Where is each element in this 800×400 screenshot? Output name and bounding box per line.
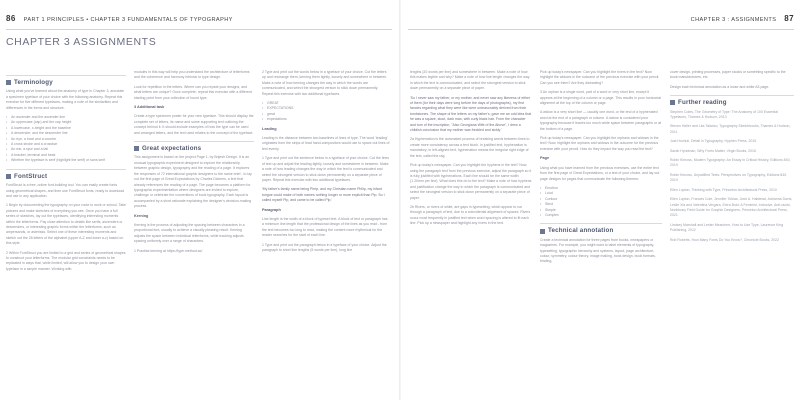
subheading: Paragraph bbox=[262, 207, 281, 212]
paragraph: Pick up today's newspaper. Can you highlight the orphans and widows in the text? Now, highlight the orphans and widows in the outcome for the previous exercise with your pencil. How do they impact the way you read the text? bbox=[540, 136, 659, 151]
reference: Sarah Hyndman, Why Fonts Matter, Virgin Books, 2016 bbox=[670, 148, 756, 153]
paragraph: 3 An orphan is a single word, part of a word or very short line, except it appears at the beginning of a column or a page. This results in poor horizontal alignment at the top of the column or page. bbox=[540, 90, 661, 106]
list-item: • An eye, a bowl and a counter bbox=[6, 137, 126, 142]
paragraph: FontStruct is a free, online font-building tool. You can easily create fonts using geometrical shapes, and then use FontStruct fonts, ready to download and use in any application. bbox=[6, 183, 125, 198]
list-item: • Contour bbox=[540, 197, 662, 202]
subheading: Leading bbox=[262, 126, 277, 131]
column-4 bbox=[410, 70, 532, 396]
right-page-number: 87 bbox=[784, 14, 794, 23]
column-6 bbox=[670, 70, 794, 396]
paragraph: Look for repetition in the letters. Where can you repeat your designs, and what letters are unique? Once complete, repeat this exercise with a different starting point from your collection of found type. bbox=[134, 84, 252, 100]
right-header-rule bbox=[408, 29, 794, 30]
paragraph: 2 Type and print out the words below in a typeface of your choice. Cut the letters up and rearrange them, kerning them tightly, loosely and somewhere in between. Make a note of how kerning changes the way in which the words are communicated, and select the strongest version to stick down permanently. Repeat this exercise with two additional typefaces. bbox=[262, 70, 388, 96]
right-running-head: CHAPTER 3 : ASSIGNMENTS bbox=[690, 17, 777, 23]
paragraph: cover design, printing processes, paper stocks or something specific to the book manufacturers, etc. bbox=[670, 70, 786, 80]
paragraph: Line length is the width of a block of typeset text. A block of text or paragraph has a minimum line length that the professional design of the lines as you read - from the text becomes too long to read, making the content more rhythmical for the reader searches for the start of each line. bbox=[262, 216, 388, 238]
section-terminology bbox=[6, 75, 126, 85]
paragraph: 1 Practise kerning at https://type.method.ac/ bbox=[134, 248, 203, 253]
list-item: • A lowercase, x-height and the baseline bbox=[6, 126, 126, 131]
left-page-header bbox=[6, 14, 239, 26]
quote: 'My father's family name being Pirrip, and my Christian name Philip, my infant tongue could make of both names nothing longer or more explicit than Pip. So I called myself Pip, and came to be called Pip.' bbox=[262, 187, 385, 203]
reference: Stephen Coles, The Geometry of Type: The Anatomy of 100 Essential Typefaces, Thames & Hudson, 2013 bbox=[670, 109, 778, 120]
paragraph: 2b Rivers, or rivers of white, are gaps in typesetting, which appear to run through a paragraph of text, due to a coincidental alignment of spaces. Rivers occur most frequently in justified text when word spacing is altered to fit each line. Pick up a newspaper and highlight any rivers in the text. bbox=[410, 204, 531, 226]
list-item: • great bbox=[262, 112, 390, 117]
right-page-header bbox=[685, 14, 794, 26]
paragraph: 1 Begin by documenting the typography on your route to work or school. Take pictures and make sketches of everything you see. Once you have a full series of sketches, lay out the typefaces, identifying interesting moments within the letterforms. Pay close attention to details like serifs, ascenders or descenders, or interesting graphic forms within the letterforms, such as ampersands, or asterisks. Select one of these interesting moments and sketch out the 26 letters of the alphabet (upper A-Z and lower a-z) based on this style. bbox=[6, 203, 126, 246]
chapter-title: CHAPTER 3 ASSIGNMENTS bbox=[6, 36, 157, 48]
section-marker-icon bbox=[6, 80, 11, 85]
section-heading: Technical annotation bbox=[548, 227, 614, 235]
subheading: Page bbox=[540, 156, 550, 161]
paragraph: modules in this way will help you understand the architecture of letterforms and the coherence and harmony intrinsic to type design. bbox=[134, 70, 250, 80]
section-heading: FontStruct bbox=[14, 172, 48, 180]
list-item: • An ear, a spur and a tail bbox=[6, 147, 126, 152]
subheading: Kerning bbox=[134, 213, 149, 218]
list-item: • Loud bbox=[540, 191, 662, 196]
quote: 'So I never saw my father, or my mother, and never saw any likeness of either of them (for their days were long before the days of photographs), my first fancies regarding what they were like were unreasonably derived from their tombstones. The shape of the letters on my father's, gave me an odd idea that he was a square, stout, dark man, with curly black hair. From the character and turn of the inscription, "Also Georgiana Wife of the Above", I drew a childish conclusion that my mother was freckled and sickly.' bbox=[410, 95, 532, 133]
column-5 bbox=[540, 70, 662, 396]
paragraph: This assignment is based on the project Page 1, by Brijesh Design. It is an unusual typographic experiment designed to explore the relationship between graphic design, typography and the reading of a page. It explores the responses of 72 international graphic designers to the same brief - to lay out the first page of Great Expectations by Charles Dickens, a text that already references the reading of a page. The page becomes a platform for typographic experimentation where designers are invited to explore, challenge or celebrate the conventions of book typography. Each layout is accompanied by a short rationale explaining the designer's decision-making process. bbox=[134, 155, 252, 209]
section-marker-icon bbox=[6, 174, 11, 179]
paragraph: Leading is the distance between two baselines of lines of type. The word 'leading' originates from the strips of lead hand-compositors would use to space out lines of text evenly. bbox=[262, 136, 390, 151]
section-marker-icon bbox=[670, 100, 675, 105]
reference: Robin Kinross, Modern Typography: An Essay in Critical History, Editions 840, 2019 bbox=[670, 158, 791, 168]
section-further-reading bbox=[670, 95, 794, 105]
reference: Ellen Lupton, Thinking with Type, Princeton Architectural Press, 2010 bbox=[670, 187, 777, 192]
list-item: • A descender, and the descender line bbox=[6, 131, 126, 136]
paragraph: Create a type specimen poster for your new typeface. This should display the complete set of letters, its name and some supporting text outlining the concept behind it. It should include examples of how the type can be used and arranged letters, and the text used relates to the concept of the typeface. bbox=[134, 114, 254, 135]
paragraph: 2 Within FontStruct you are limited to a grid and series of geometrical shapes to construct your letterforms. The modular grid constraints needs to be replicated in ways that, while limited, will allow you to design your own typeface in a simple manner. Working with bbox=[6, 250, 126, 271]
word-list bbox=[262, 101, 390, 123]
list-item: • Whether the typeface is serif (highlight the serif) or sans serif bbox=[6, 158, 126, 163]
list-item: • Strict bbox=[540, 202, 662, 207]
paragraph: Design each technical annotation as a loose and white A3 page. bbox=[670, 84, 770, 89]
reference: Steven Heller and Lita Talarico, Typography Sketchbooks, Thames & Hudson, 2011 bbox=[670, 124, 791, 134]
theme-list bbox=[540, 186, 662, 218]
list-item: • Simple bbox=[540, 208, 662, 213]
section-technical-annotation bbox=[540, 223, 662, 233]
left-page-number: 86 bbox=[6, 14, 16, 23]
list-item: • An uppercase (cap) and the cap height bbox=[6, 120, 126, 125]
reference: Lindsey Marshall and Lester Meachem, How to Use Type, Laurence King Publishing, 2012 bbox=[670, 222, 784, 233]
subheading: 3 Additional task bbox=[134, 105, 165, 110]
anatomy-list bbox=[6, 115, 126, 164]
paragraph: Create a technical annotation for three pages from books, newspapers or magazines. For example, you might want to label elements of typography, typesetting, typographic hierarchy and systems, layout, page architecture, colour, symmetry, colour theory, image making, book design, book formats, binding, bbox=[540, 237, 656, 264]
column-2 bbox=[134, 70, 254, 396]
section-marker-icon bbox=[540, 229, 545, 234]
list-item: • Complex bbox=[540, 213, 662, 218]
list-item: • EXPECTATIONS bbox=[262, 106, 390, 111]
reference: Jost Hochuli, Detail in Typography, Hyphen Press, 2015 bbox=[670, 139, 757, 144]
paragraph: 2a Hyphenation is the automated process of breaking words between lines to create more consistency across a text block. In justified text, hyphenation is mandatory; in left-aligned text, hyphenation means the irregular right edge of the text, called the rag. bbox=[410, 137, 530, 158]
section-heading: Terminology bbox=[14, 79, 53, 86]
paragraph: 1 Type and print out the paragraph below in a typeface of your choice. Adjust the paragraph to short line lengths (5 words per line), long line bbox=[262, 242, 387, 252]
paragraph: Using what you have learned from the previous exercises, use the entire text from the first page of Great Expectations, or a text of your choice, and lay out page designs for pages that communicate the following themes: bbox=[540, 165, 660, 181]
paragraph: Using what you've learned about the anatomy of type in Chapter 3, annotate a specimen typeface of your choice with the following anatomy. Repeat this exercise for five different typefaces, making a note of the similarities and differences in the forms and structure. bbox=[6, 89, 124, 110]
section-heading: Great expectations bbox=[142, 145, 202, 153]
paragraph: Kerning is the process of adjusting the spacing between characters in a proportional font, usually to achieve a visually pleasing result. Kerning adjusts the space between individual letterforms, while tracking adjusts spacing uniformly over a range of characters. bbox=[134, 222, 245, 244]
section-marker-icon bbox=[134, 146, 139, 151]
reference: Ellen Lupton, Frances Cole, Jennifer Tobias, Josh A. Halstead, Adrianna Davis, Leslie Xia and Valentina Vergara, Extra Bold: A Feminist, Inclusive, Anti-racist, Nonbinary Field Guide for Graphic Designers, Princeton Architectural Press, 2021 bbox=[670, 197, 793, 218]
list-item: • A cross stroke and a crossbar bbox=[6, 142, 126, 147]
left-running-head: PART 1 PRINCIPLES • CHAPTER 3 FUNDAMENTALS OF TYPOGRAPHY bbox=[23, 17, 233, 23]
paragraph: lengths (20 words per line) and somewhere in between. Make a note of how this makes legible and why? Make a note of how line length changes the way in which the text is communicated, and select the strongest version to stick down permanently on a separate piece of paper. bbox=[410, 70, 530, 91]
reference: Robin Kinross, Unjustified Texts: Perspectives on Typography, Editions 840, 2019 bbox=[670, 172, 788, 183]
list-item: • GREAT bbox=[262, 101, 390, 106]
left-header-rule bbox=[6, 29, 392, 30]
list-item: • An ascender and the ascender line bbox=[6, 115, 126, 120]
section-great-expectations bbox=[134, 141, 254, 151]
section-heading: Further reading bbox=[678, 99, 727, 107]
paragraph: Pick up today's newspaper. Can you highlight the hyphens in the text? Now, using the paragraph text from the previous exercise, adjust the paragraph so it is fully justified with hyphenations. Each line should be the same width (1.20mm per line). What does this do to the text? Make a note of how hyphens and justification change the way in which the paragraph is communicated and select the strongest version to stick down permanently on a separate piece of paper. bbox=[410, 163, 532, 200]
reference: Rob Roberts, How Many Fonts Do You Know?, Chronicle Books, 2022 bbox=[670, 237, 779, 242]
column-1 bbox=[6, 70, 126, 396]
list-item: • expectations bbox=[262, 117, 390, 122]
list-item: • Emotion bbox=[540, 186, 662, 191]
section-fontstruct bbox=[6, 169, 126, 179]
paragraph: 1 Type and print out the sentence below in a typeface of your choice. Cut the lines of text up and adjust the leading tightly, loosely and somewhere in between. Make a note of how leading changes the way in which the text is communicated and select the strongest version to stick down permanently on a separate piece of paper. Repeat this exercise with two additional typefaces. bbox=[262, 156, 389, 182]
paragraph: A widow is a very short line — usually one word, or the end of a hyphenated word at the end of a paragraph or column. A widow is considered poor typography because it leaves too much white space between paragraphs or at the bottom of a page. bbox=[540, 110, 662, 131]
list-item: • A bracket, terminal and beak bbox=[6, 153, 126, 158]
column-3 bbox=[262, 70, 390, 396]
page-gutter bbox=[399, 0, 401, 400]
paragraph: Pick up today's newspaper. Can you highlight the rivers in the text? Now highlight the widows in the outcome of the previous exercise with your pencil. Can you see them? Are they distracting? bbox=[540, 70, 660, 85]
